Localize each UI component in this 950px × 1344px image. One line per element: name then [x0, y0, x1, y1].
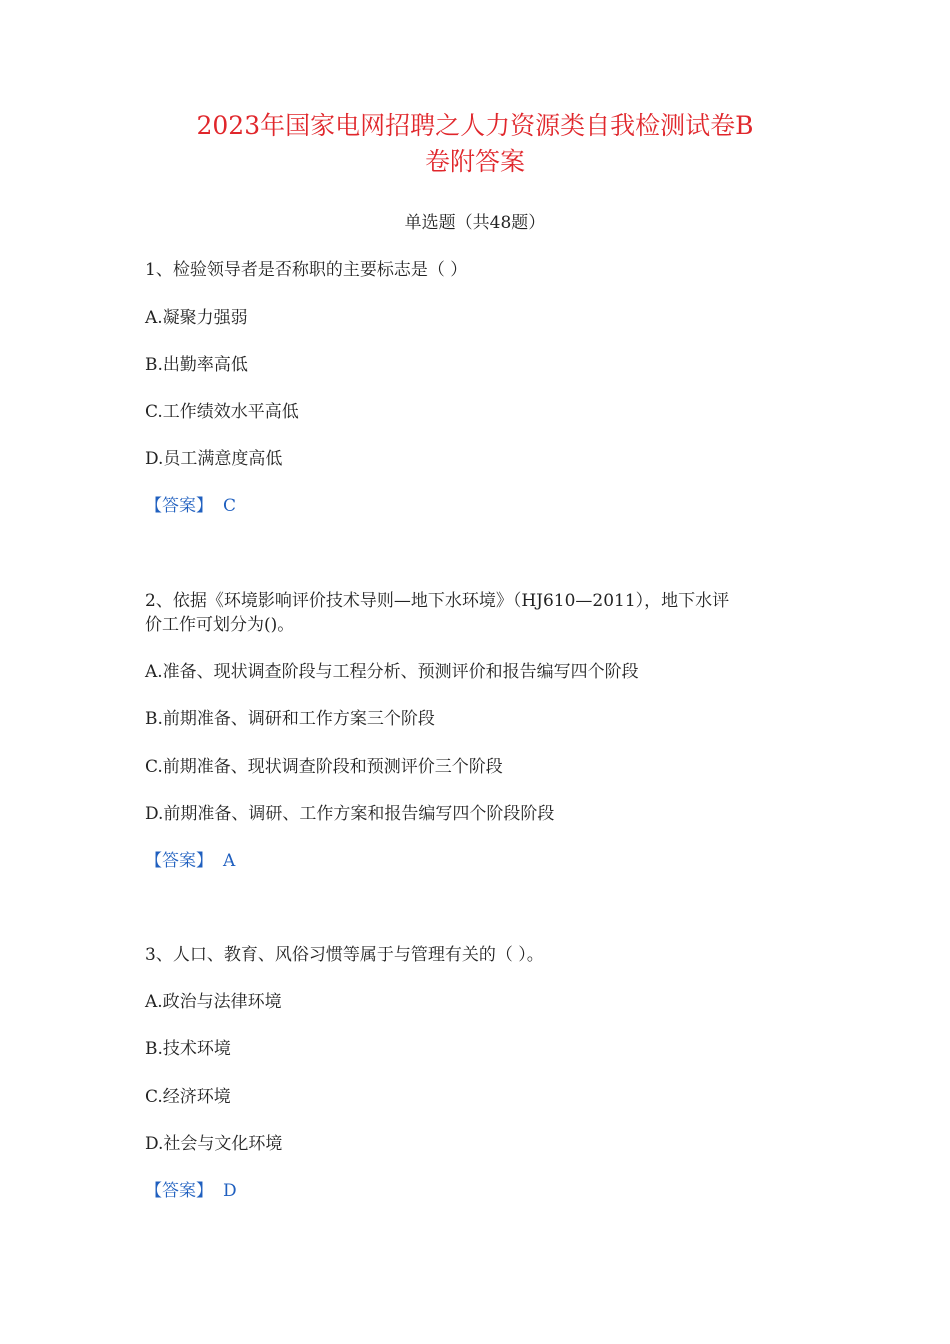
answer-label: 【答案】 [145, 496, 213, 516]
question-3-stem: 3、人口、教育、风俗习惯等属于与管理有关的（ ）。 [145, 945, 544, 965]
question-1-option-b: B.出勤率高低 [145, 355, 248, 375]
section-heading: 单选题（共48题） [404, 213, 546, 233]
answer-value: D [223, 1181, 237, 1201]
question-3-answer [145, 1179, 237, 1203]
question-2-option-a: A.准备、现状调查阶段与工程分析、预测评价和报告编写四个阶段 [145, 662, 639, 682]
question-1-stem: 1、检验领导者是否称职的主要标志是（ ） [145, 260, 468, 280]
question-1-option-c: C.工作绩效水平高低 [145, 402, 299, 422]
question-1-option-a: A.凝聚力强弱 [145, 308, 248, 328]
answer-value: C [223, 496, 237, 516]
question-2-stem-line-2: 价工作可划分为()。 [145, 615, 295, 635]
answer-label: 【答案】 [145, 1181, 213, 1201]
answer-label: 【答案】 [145, 851, 213, 871]
question-3-option-a: A.政治与法律环境 [145, 992, 282, 1012]
question-1-answer [145, 494, 236, 518]
question-2-option-d: D.前期准备、调研、工作方案和报告编写四个阶段阶段 [145, 804, 555, 824]
question-2-answer [145, 849, 235, 873]
title-line-2: 卷附答案 [424, 147, 525, 176]
question-3-option-d: D.社会与文化环境 [145, 1134, 283, 1154]
document-title [140, 108, 810, 180]
title-line-1: 2023年国家电网招聘之人力资源类自我检测试卷B [196, 111, 754, 140]
question-2-stem-line-1: 2、依据《环境影响评价技术导则—地下水环境》（HJ610—2011），地下水评 [145, 591, 730, 611]
question-1-option-d: D.员工满意度高低 [145, 449, 283, 469]
question-3-option-b: B.技术环境 [145, 1039, 231, 1059]
question-2-option-c: C.前期准备、现状调查阶段和预测评价三个阶段 [145, 757, 503, 777]
question-2-option-b: B.前期准备、调研和工作方案三个阶段 [145, 709, 435, 729]
answer-value: A [223, 851, 236, 871]
question-3-option-c: C.经济环境 [145, 1087, 231, 1107]
